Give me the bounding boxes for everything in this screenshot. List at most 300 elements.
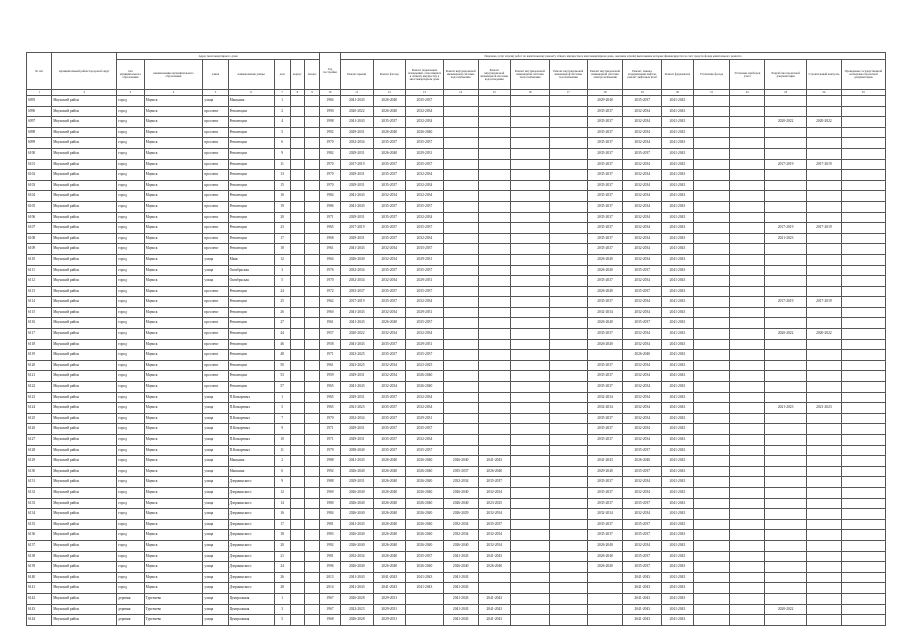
header-cell: тип муниципального образования: [117, 60, 144, 90]
table-cell: [765, 456, 807, 467]
table-row: [27, 371, 886, 382]
table-cell: 23: [274, 223, 290, 234]
table-cell: [290, 540, 305, 551]
table-cell: [765, 593, 807, 604]
table-cell: 1984: [319, 191, 340, 202]
table-cell: [807, 583, 842, 594]
table-cell: [511, 286, 550, 297]
table-cell: Революции: [228, 286, 274, 297]
register-sheet: [26, 52, 886, 622]
table-cell: Мценск: [144, 339, 203, 350]
table-cell: [290, 562, 305, 573]
table-cell: 2026-2040: [478, 466, 511, 477]
table-cell: Центральная: [228, 604, 274, 615]
table-row: [27, 551, 886, 562]
table-cell: 1971: [319, 212, 340, 223]
table-cell: [478, 583, 511, 594]
table-cell: [305, 318, 320, 329]
table-cell: [549, 371, 587, 382]
table-row: [27, 307, 886, 318]
table-cell: 2035-2037: [623, 498, 662, 509]
table-cell: проспект: [203, 201, 228, 212]
table-cell: [807, 307, 842, 318]
table-cell: [478, 201, 511, 212]
table-cell: [841, 180, 885, 191]
header-cell: Ремонт внутридомовой инженерной системы водоотведения: [478, 60, 511, 90]
table-cell: [730, 519, 765, 530]
table-cell: город: [117, 530, 144, 541]
table-cell: 2032-2034: [406, 233, 444, 244]
table-cell: [693, 170, 730, 181]
table-cell: 2023-2025: [406, 360, 444, 371]
table-cell: 2029-2031: [406, 413, 444, 424]
table-cell: [443, 392, 478, 403]
table-cell: [290, 360, 305, 371]
table-cell: 2029-2031: [406, 254, 444, 265]
table-cell: 2020-2022: [765, 329, 807, 340]
table-cell: [765, 435, 807, 446]
table-cell: 1965: [319, 382, 340, 393]
table-cell: 2032-2034: [623, 276, 662, 287]
table-cell: Мценск: [144, 477, 203, 488]
table-cell: [511, 413, 550, 424]
table-cell: город: [117, 318, 144, 329]
table-cell: Мценский район: [52, 201, 117, 212]
table-cell: Революции: [228, 360, 274, 371]
table-cell: улица: [203, 392, 228, 403]
table-cell: Мценский район: [52, 371, 117, 382]
table-cell: 2026-2040: [340, 466, 373, 477]
table-cell: [443, 106, 478, 117]
table-cell: 2029-2031: [340, 170, 373, 181]
table-cell: [549, 191, 587, 202]
table-cell: деревня: [117, 593, 144, 604]
table-cell: [765, 530, 807, 541]
table-cell: [693, 117, 730, 128]
table-cell: 16: [274, 509, 290, 520]
table-cell: [305, 170, 320, 181]
table-cell: Мценск: [144, 509, 203, 520]
table-cell: [443, 117, 478, 128]
table-cell: 2032-2034: [623, 138, 662, 149]
table-cell: [443, 445, 478, 456]
table-cell: 2035-2037: [406, 286, 444, 297]
table-cell: [549, 138, 587, 149]
table-cell: улица: [203, 540, 228, 551]
table-cell: [305, 276, 320, 287]
table-cell: 2041-2043: [662, 413, 694, 424]
table-cell: 2035-2037: [373, 159, 406, 170]
table-cell: [807, 519, 842, 530]
table-row: [27, 593, 886, 604]
table-cell: [478, 191, 511, 202]
table-cell: Мценский район: [52, 424, 117, 435]
table-cell: город: [117, 498, 144, 509]
table-cell: [305, 615, 320, 626]
table-cell: проспект: [203, 350, 228, 361]
table-cell: 2041-2043: [478, 593, 511, 604]
table-cell: Мценск: [144, 201, 203, 212]
table-cell: [841, 604, 885, 615]
table-cell: 1968: [319, 233, 340, 244]
table-cell: 2041-2043: [662, 307, 694, 318]
table-cell: [693, 96, 730, 107]
table-cell: [765, 487, 807, 498]
table-cell: [305, 435, 320, 446]
table-cell: 2041-2043: [478, 551, 511, 562]
table-cell: [765, 339, 807, 350]
table-cell: [693, 244, 730, 255]
table-cell: Мценский район: [52, 435, 117, 446]
table-cell: 2026-2040: [340, 530, 373, 541]
table-cell: 6142: [27, 593, 52, 604]
table-cell: проспект: [203, 170, 228, 181]
table-cell: [549, 509, 587, 520]
table-cell: 1992: [319, 127, 340, 138]
table-cell: 2035-2037: [406, 138, 444, 149]
table-cell: [511, 392, 550, 403]
header-cell: наименование муниципального образования: [144, 60, 203, 90]
table-cell: [511, 604, 550, 615]
table-cell: Мценский район: [52, 170, 117, 181]
table-cell: [549, 403, 587, 414]
table-cell: [290, 392, 305, 403]
table-cell: [841, 307, 885, 318]
table-cell: 2041-2043: [406, 572, 444, 583]
table-cell: 1970: [319, 276, 340, 287]
table-cell: [693, 466, 730, 477]
table-cell: [290, 339, 305, 350]
table-cell: [693, 604, 730, 615]
table-cell: 2032-2034: [623, 180, 662, 191]
table-cell: 2029-2031: [406, 339, 444, 350]
table-cell: [807, 615, 842, 626]
table-cell: 2035-2037: [587, 360, 623, 371]
table-cell: Мценск: [144, 244, 203, 255]
table-cell: [693, 498, 730, 509]
table-cell: [511, 96, 550, 107]
table-cell: Мценск: [144, 106, 203, 117]
table-cell: 2020-2022: [340, 106, 373, 117]
table-cell: Мценский район: [52, 117, 117, 128]
table-cell: Мценский район: [52, 212, 117, 223]
table-cell: [765, 572, 807, 583]
table-cell: [841, 615, 885, 626]
table-cell: [765, 477, 807, 488]
table-cell: Революции: [228, 106, 274, 117]
table-cell: 2035-2037: [406, 551, 444, 562]
table-cell: 2035-2037: [373, 212, 406, 223]
table-cell: 2035-2037: [623, 148, 662, 159]
table-row: [27, 615, 886, 626]
table-cell: [511, 350, 550, 361]
table-cell: улица: [203, 593, 228, 604]
table-cell: [807, 233, 842, 244]
table-cell: 2035-2037: [373, 170, 406, 181]
table-cell: Тургенево: [144, 615, 203, 626]
table-cell: 1: [274, 593, 290, 604]
table-cell: 2032-2034: [623, 382, 662, 393]
table-cell: [478, 350, 511, 361]
table-cell: [765, 254, 807, 265]
table-cell: [443, 244, 478, 255]
table-cell: [443, 170, 478, 181]
table-cell: Мценский район: [52, 593, 117, 604]
table-cell: 6121: [27, 371, 52, 382]
table-cell: [406, 615, 444, 626]
table-cell: 1961: [319, 244, 340, 255]
table-cell: 2035-2037: [587, 117, 623, 128]
table-cell: 2026-2040: [406, 382, 444, 393]
table-cell: 21: [274, 551, 290, 562]
table-cell: [807, 382, 842, 393]
table-cell: 2032-2034: [406, 191, 444, 202]
table-cell: [841, 530, 885, 541]
table-cell: 2041-2043: [662, 477, 694, 488]
table-cell: Мценский район: [52, 477, 117, 488]
table-cell: деревня: [117, 604, 144, 615]
table-cell: 2032-2034: [623, 435, 662, 446]
table-cell: [693, 318, 730, 329]
table-cell: Революции: [228, 191, 274, 202]
table-cell: Мценский район: [52, 191, 117, 202]
table-cell: 2035-2037: [587, 371, 623, 382]
table-cell: [549, 117, 587, 128]
table-cell: [305, 148, 320, 159]
table-cell: 2032-2034: [406, 117, 444, 128]
table-cell: Мценский район: [52, 106, 117, 117]
table-cell: [290, 604, 305, 615]
table-cell: [549, 583, 587, 594]
table-cell: 6098: [27, 127, 52, 138]
table-cell: 2029-2031: [340, 424, 373, 435]
table-cell: [290, 297, 305, 308]
table-cell: Машкина: [228, 456, 274, 467]
table-cell: город: [117, 170, 144, 181]
column-number: 25: [841, 90, 885, 96]
table-cell: 1984: [319, 509, 340, 520]
column-number: 11: [340, 90, 373, 96]
table-cell: 2041-2043: [443, 615, 478, 626]
table-cell: 1958: [319, 339, 340, 350]
table-cell: Центральная: [228, 593, 274, 604]
table-cell: 2035-2037: [623, 96, 662, 107]
table-cell: [305, 487, 320, 498]
header-cell: улица: [203, 60, 228, 90]
table-cell: 2032-2034: [587, 392, 623, 403]
table-cell: [305, 360, 320, 371]
table-cell: [730, 403, 765, 414]
table-cell: [549, 212, 587, 223]
table-cell: [478, 297, 511, 308]
table-cell: 1964: [319, 254, 340, 265]
table-cell: [305, 138, 320, 149]
table-cell: [305, 223, 320, 234]
table-cell: П.Комаревых: [228, 413, 274, 424]
table-cell: 6113: [27, 286, 52, 297]
table-cell: [693, 424, 730, 435]
table-cell: [478, 96, 511, 107]
table-cell: Мценск: [144, 318, 203, 329]
table-cell: [730, 244, 765, 255]
table-cell: 1967: [319, 593, 340, 604]
table-cell: 2035-2037: [406, 223, 444, 234]
table-cell: [443, 318, 478, 329]
table-cell: [807, 106, 842, 117]
table-cell: 2032-2034: [623, 159, 662, 170]
table-cell: 2041-2043: [662, 201, 694, 212]
table-cell: 2035-2037: [587, 382, 623, 393]
table-cell: город: [117, 572, 144, 583]
table-cell: 2032-2034: [340, 265, 373, 276]
table-cell: 2035-2037: [587, 223, 623, 234]
table-cell: город: [117, 329, 144, 340]
table-cell: 2041-2043: [662, 265, 694, 276]
table-cell: [587, 583, 623, 594]
table-cell: проспект: [203, 212, 228, 223]
table-cell: 1957: [319, 329, 340, 340]
table-cell: 2017-2019: [340, 297, 373, 308]
table-cell: 2041-2043: [478, 615, 511, 626]
table-cell: [730, 530, 765, 541]
table-cell: [290, 593, 305, 604]
table-cell: 2023-2025: [478, 498, 511, 509]
table-cell: [305, 127, 320, 138]
table-cell: 1980: [319, 498, 340, 509]
table-cell: 1960: [319, 307, 340, 318]
table-cell: Мценск: [144, 371, 203, 382]
table-cell: 28: [274, 583, 290, 594]
table-cell: [807, 201, 842, 212]
table-cell: [511, 519, 550, 530]
table-cell: 2032-2034: [406, 435, 444, 446]
table-cell: [841, 170, 885, 181]
table-cell: 2032-2034: [623, 360, 662, 371]
table-cell: [807, 127, 842, 138]
table-cell: город: [117, 509, 144, 520]
table-cell: 2026-2040: [406, 498, 444, 509]
table-cell: Дзержинского: [228, 498, 274, 509]
table-cell: улица: [203, 413, 228, 424]
table-cell: Революции: [228, 318, 274, 329]
table-cell: 2032-2034: [340, 413, 373, 424]
table-cell: Мценский район: [52, 148, 117, 159]
table-cell: 2041-2043: [340, 318, 373, 329]
table-cell: 2021-2023: [807, 403, 842, 414]
table-cell: 2041-2043: [443, 583, 478, 594]
table-row: [27, 106, 886, 117]
table-cell: 2032-2034: [623, 509, 662, 520]
table-cell: [290, 148, 305, 159]
table-cell: Мценский район: [52, 286, 117, 297]
table-cell: 6114: [27, 297, 52, 308]
table-cell: [305, 456, 320, 467]
table-cell: 11: [274, 159, 290, 170]
table-cell: 2026-2040: [373, 466, 406, 477]
table-row: [27, 540, 886, 551]
table-cell: 2: [274, 106, 290, 117]
table-cell: 2026-2029: [443, 509, 478, 520]
table-cell: 6135: [27, 519, 52, 530]
table-cell: 2029-2031: [340, 212, 373, 223]
table-cell: 1961: [319, 360, 340, 371]
column-number: 9: [305, 90, 320, 96]
table-cell: [841, 445, 885, 456]
table-cell: 2029-2031: [340, 233, 373, 244]
table-cell: [478, 403, 511, 414]
table-cell: 2035-2037: [587, 424, 623, 435]
table-cell: 2029-2031: [373, 593, 406, 604]
table-cell: 20: [274, 540, 290, 551]
table-cell: [443, 350, 478, 361]
table-cell: Мценск: [144, 540, 203, 551]
table-cell: [443, 371, 478, 382]
table-cell: 2035-2037: [406, 265, 444, 276]
table-cell: 2032-2034: [623, 233, 662, 244]
table-row: [27, 339, 886, 350]
table-cell: 2032-2034: [406, 212, 444, 223]
table-cell: [807, 456, 842, 467]
table-cell: 2041-2043: [662, 350, 694, 361]
table-cell: [290, 413, 305, 424]
table-cell: 5: [274, 403, 290, 414]
table-cell: 1972: [319, 286, 340, 297]
table-cell: [511, 477, 550, 488]
table-cell: П.Комаревых: [228, 424, 274, 435]
table-cell: 6131: [27, 477, 52, 488]
table-cell: 2032-2034: [623, 191, 662, 202]
table-row: [27, 562, 886, 573]
table-cell: Мценский район: [52, 138, 117, 149]
table-cell: П.Комаревых: [228, 435, 274, 446]
table-cell: [841, 339, 885, 350]
table-cell: [478, 212, 511, 223]
table-cell: 2035-2037: [373, 201, 406, 212]
table-cell: [511, 170, 550, 181]
table-cell: 2041-2043: [662, 519, 694, 530]
table-cell: [478, 244, 511, 255]
table-cell: [765, 519, 807, 530]
table-row: [27, 286, 886, 297]
table-cell: [511, 159, 550, 170]
table-row: [27, 403, 886, 414]
table-cell: 2026-2040: [340, 562, 373, 573]
table-cell: [807, 191, 842, 202]
table-cell: 2026-2040: [373, 509, 406, 520]
table-cell: [765, 106, 807, 117]
table-cell: [841, 127, 885, 138]
table-cell: 2026-2040: [373, 530, 406, 541]
table-cell: 6100: [27, 148, 52, 159]
table-cell: 2026-2040: [406, 371, 444, 382]
table-cell: 2041-2043: [662, 392, 694, 403]
table-cell: [807, 509, 842, 520]
table-cell: [730, 307, 765, 318]
table-cell: [693, 371, 730, 382]
table-cell: [549, 530, 587, 541]
table-cell: [693, 212, 730, 223]
table-cell: 2041-2043: [662, 212, 694, 223]
table-cell: 2041-2043: [662, 286, 694, 297]
table-cell: [765, 212, 807, 223]
table-cell: 1968: [319, 615, 340, 626]
table-cell: [730, 371, 765, 382]
table-cell: Дзержинского: [228, 509, 274, 520]
table-cell: Революции: [228, 371, 274, 382]
table-cell: 2041-2043: [623, 593, 662, 604]
table-cell: 2035-2037: [373, 392, 406, 403]
table-cell: [290, 350, 305, 361]
